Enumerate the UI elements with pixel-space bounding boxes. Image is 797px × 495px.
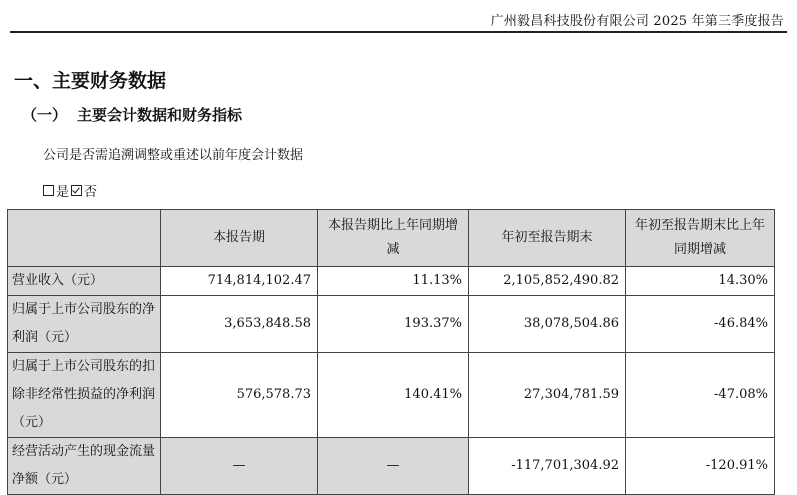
row-label: 经营活动产生的现金流量净额（元）: [8, 438, 161, 495]
table-row: [8, 353, 775, 438]
column-header-ytd: 年初至报告期末: [469, 210, 626, 267]
table-row: [8, 267, 775, 296]
cell-current: 576,578.73: [161, 353, 318, 438]
table-header-row: [8, 210, 775, 267]
table-row: [8, 438, 775, 495]
cell-ytd-change: -47.08%: [626, 353, 775, 438]
column-header-current-period: 本报告期: [161, 210, 318, 267]
row-label: 营业收入（元）: [8, 267, 161, 296]
subsection-title: 主要会计数据和财务指标: [77, 106, 243, 124]
column-header-ytd-change: 年初至报告期末比上年同期增减: [626, 210, 775, 267]
row-label: 归属于上市公司股东的扣除非经常性损益的净利润（元）: [8, 353, 161, 438]
cell-current: 714,814,102.47: [161, 267, 318, 296]
cell-ytd: 2,105,852,490.82: [469, 267, 626, 296]
cell-current-change: 193.37%: [318, 296, 469, 353]
cell-current-change: 11.13%: [318, 267, 469, 296]
no-checkbox-checked[interactable]: [71, 185, 82, 196]
header-divider: [10, 31, 787, 33]
cell-ytd-change: -46.84%: [626, 296, 775, 353]
cell-ytd: 27,304,781.59: [469, 353, 626, 438]
cell-ytd-change: 14.30%: [626, 267, 775, 296]
financial-data-table: [7, 209, 775, 495]
yes-checkbox[interactable]: [43, 185, 54, 196]
column-header-current-change: 本报告期比上年同期增减: [318, 210, 469, 267]
cell-current: —: [161, 438, 318, 495]
subsection-heading: [22, 104, 242, 125]
cell-ytd: -117,701,304.92: [469, 438, 626, 495]
row-label: 归属于上市公司股东的净利润（元）: [8, 296, 161, 353]
yes-label: 是: [56, 185, 70, 200]
restatement-choices: [43, 181, 97, 200]
report-header-title: 广州毅昌科技股份有限公司 2025 年第三季度报告: [490, 14, 784, 29]
subsection-number: （一）: [22, 106, 68, 124]
section-title: 一、主要财务数据: [14, 70, 167, 92]
cell-current-change: —: [318, 438, 469, 495]
cell-ytd-change: -120.91%: [626, 438, 775, 495]
restatement-question: 公司是否需追溯调整或重述以前年度会计数据: [43, 148, 304, 163]
cell-ytd: 38,078,504.86: [469, 296, 626, 353]
column-header-blank: [8, 210, 161, 267]
cell-current: 3,653,848.58: [161, 296, 318, 353]
cell-current-change: 140.41%: [318, 353, 469, 438]
no-label: 否: [84, 185, 98, 200]
table-row: [8, 296, 775, 353]
